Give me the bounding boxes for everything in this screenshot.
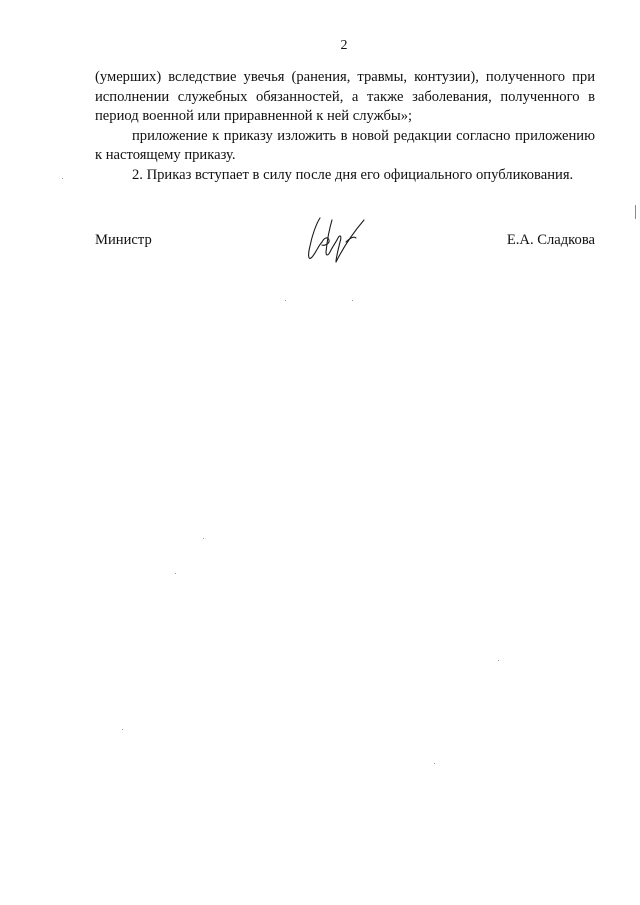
- page-number: 2: [340, 38, 348, 53]
- handwritten-signature-icon: [302, 212, 382, 268]
- scan-speck: [434, 763, 435, 764]
- scan-speck: [62, 178, 63, 179]
- scan-speck: [203, 538, 204, 539]
- scan-speck: [352, 300, 353, 301]
- paragraph-appendix-clause: приложение к приказу изложить в новой редакции согласно приложению к настоящему приказу.: [95, 127, 595, 163]
- signatory-title: Министр: [95, 232, 152, 248]
- scan-speck: [498, 660, 499, 661]
- scan-edge-mark: [635, 205, 636, 219]
- signatory-name: Е.А. Сладкова: [506, 232, 595, 248]
- scan-speck: [122, 729, 123, 730]
- document-body: [95, 68, 595, 185]
- paragraph-effective-date: 2. Приказ вступает в силу после дня его официального опубликования.: [132, 166, 574, 183]
- paragraph-continuation: (умерших) вследствие увечья (ранения, травмы, контузии), полученного при исполнении служебных обязанностей, а также заболевания, полученного в период военной или приравненной к ней службы»;: [95, 69, 595, 124]
- scan-speck: [175, 573, 176, 574]
- scan-speck: [285, 300, 286, 301]
